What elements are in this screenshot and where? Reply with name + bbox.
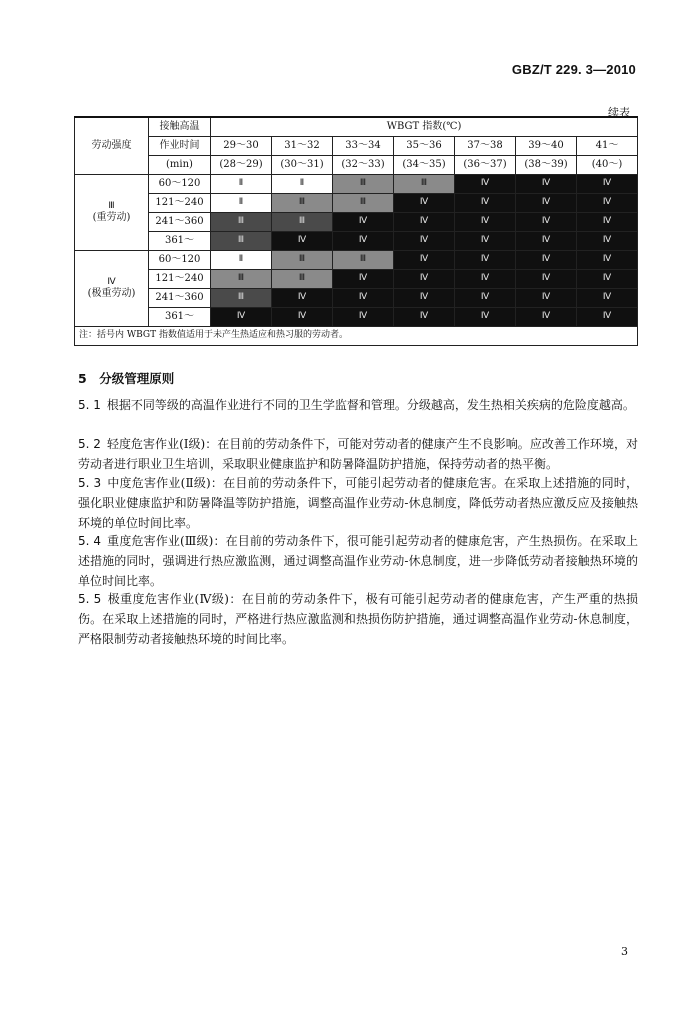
hazard-grade-cell: Ⅳ <box>455 175 516 194</box>
hazard-grade-cell: Ⅳ <box>577 270 638 289</box>
range-header: 37～38 <box>455 137 516 156</box>
hazard-grade-cell: Ⅲ <box>211 232 272 251</box>
hazard-grade-cell: Ⅲ <box>333 175 394 194</box>
hazard-grade-cell: Ⅳ <box>333 270 394 289</box>
hazard-grade-cell: Ⅲ <box>272 194 333 213</box>
hazard-grade-cell: Ⅳ <box>455 232 516 251</box>
range-alt-header: (30～31) <box>272 156 333 175</box>
hazard-grade-cell: Ⅳ <box>394 194 455 213</box>
hazard-grade-cell: Ⅲ <box>211 289 272 308</box>
hazard-grade-cell: Ⅲ <box>272 251 333 270</box>
hazard-grade-cell: Ⅳ <box>577 194 638 213</box>
range-alt-header: (28～29) <box>211 156 272 175</box>
table-row <box>75 308 638 327</box>
range-header: 39～40 <box>516 137 577 156</box>
hazard-grade-cell: Ⅳ <box>577 251 638 270</box>
hazard-grade-cell: Ⅱ <box>211 251 272 270</box>
paragraph-number: 5. 5 <box>78 592 102 606</box>
hazard-grade-cell: Ⅲ <box>272 213 333 232</box>
range-header: 29～30 <box>211 137 272 156</box>
hazard-grade-cell: Ⅲ <box>394 175 455 194</box>
hazard-grade-cell: Ⅱ <box>211 175 272 194</box>
hazard-grade-cell: Ⅲ <box>211 213 272 232</box>
hazard-grade-cell: Ⅳ <box>577 289 638 308</box>
hazard-grade-cell: Ⅳ <box>272 289 333 308</box>
range-header: 35～36 <box>394 137 455 156</box>
continued-label: 续表 <box>608 106 630 119</box>
table-row <box>75 175 638 194</box>
intensity-group-cell <box>75 175 149 251</box>
hazard-grade-cell: Ⅳ <box>394 232 455 251</box>
hazard-grade-cell: Ⅳ <box>394 251 455 270</box>
header-time-unit: (min) <box>149 156 211 175</box>
intensity-group-cell <box>75 251 149 327</box>
hazard-grade-cell: Ⅳ <box>333 289 394 308</box>
header-wbgt: WBGT 指数(℃) <box>211 117 638 137</box>
hazard-grade-cell: Ⅳ <box>516 270 577 289</box>
hazard-grade-cell: Ⅳ <box>394 289 455 308</box>
range-alt-header: (38～39) <box>516 156 577 175</box>
hazard-grade-cell: Ⅲ <box>333 251 394 270</box>
hazard-grade-cell: Ⅳ <box>394 308 455 327</box>
hazard-grade-cell: Ⅲ <box>272 270 333 289</box>
paragraph-text: 极重度危害作业(Ⅳ级)：在目前的劳动条件下，极有可能引起劳动者的健康危害，产生严重的热损伤。在采取上述措施的同时，严格进行热应激监测和热损伤防护措施，通过调整高温作业劳动-休息制度，严格限制劳动者接触热环境的时间比率。 <box>78 592 638 646</box>
paragraph-number: 5. 3 <box>78 476 102 490</box>
range-alt-header: (34～35) <box>394 156 455 175</box>
hazard-grade-cell: Ⅳ <box>455 270 516 289</box>
range-header: 41～ <box>577 137 638 156</box>
range-alt-header: (36～37) <box>455 156 516 175</box>
hazard-grade-cell: Ⅳ <box>272 232 333 251</box>
hazard-grade-cell: Ⅳ <box>211 308 272 327</box>
hazard-grade-cell: Ⅳ <box>394 270 455 289</box>
paragraph <box>78 434 638 474</box>
exposure-time-cell: 121～240 <box>149 270 211 289</box>
exposure-time-cell: 241～360 <box>149 213 211 232</box>
range-alt-header: (40～) <box>577 156 638 175</box>
paragraph <box>78 531 638 591</box>
paragraph <box>78 395 638 415</box>
hazard-grade-cell: Ⅱ <box>211 194 272 213</box>
range-alt-header: (32～33) <box>333 156 394 175</box>
hazard-grade-cell: Ⅱ <box>272 175 333 194</box>
header-time-line2: 作业时间 <box>149 137 211 156</box>
hazard-grade-cell: Ⅳ <box>577 308 638 327</box>
section-title: 5 分级管理原则 <box>78 371 175 386</box>
intensity-label: (极重劳动) <box>87 287 136 299</box>
paragraph-text: 重度危害作业(Ⅲ级)：在目前的劳动条件下，很可能引起劳动者的健康危害，产生热损伤。在采取上述措施的同时，强调进行热应激监测，通过调整高温作业劳动-休息制度，进一步降低劳动者接触热环境的单位时间比率。 <box>78 534 638 588</box>
table-row <box>75 289 638 308</box>
page-number: 3 <box>621 945 628 958</box>
hazard-grade-cell: Ⅳ <box>455 213 516 232</box>
paragraph <box>78 473 638 533</box>
hazard-grade-cell: Ⅲ <box>211 270 272 289</box>
hazard-grade-cell: Ⅳ <box>516 213 577 232</box>
paragraph <box>78 589 638 649</box>
hazard-grade-cell: Ⅳ <box>577 213 638 232</box>
hazard-grade-cell: Ⅳ <box>516 308 577 327</box>
exposure-time-cell: 60～120 <box>149 175 211 194</box>
range-header: 33～34 <box>333 137 394 156</box>
hazard-grade-cell: Ⅳ <box>516 175 577 194</box>
exposure-time-cell: 121～240 <box>149 194 211 213</box>
header-intensity: 劳动强度 <box>75 117 149 175</box>
paragraph-number: 5. 4 <box>78 534 102 548</box>
header-time-line1: 接触高温 <box>149 117 211 137</box>
hazard-grade-cell: Ⅳ <box>577 232 638 251</box>
table-row <box>75 251 638 270</box>
hazard-grade-cell: Ⅳ <box>516 289 577 308</box>
wbgt-classification-table <box>74 116 638 346</box>
table-row <box>75 213 638 232</box>
hazard-grade-cell: Ⅳ <box>516 251 577 270</box>
paragraph-text: 根据不同等级的高温作业进行不同的卫生学监督和管理。分级越高，发生热相关疾病的危险度越高。 <box>106 398 635 412</box>
hazard-grade-cell: Ⅳ <box>455 194 516 213</box>
hazard-grade-cell: Ⅳ <box>516 232 577 251</box>
hazard-grade-cell: Ⅳ <box>577 175 638 194</box>
paragraph-number: 5. 1 <box>78 398 101 412</box>
hazard-grade-cell: Ⅳ <box>455 308 516 327</box>
paragraph-text: 轻度危害作业(Ⅰ级)：在目前的劳动条件下，可能对劳动者的健康产生不良影响。应改善工作环境，对劳动者进行职业卫生培训，采取职业健康监护和防暑降温防护措施，保持劳动者的热平衡。 <box>78 437 638 471</box>
hazard-grade-cell: Ⅲ <box>333 194 394 213</box>
table-row <box>75 194 638 213</box>
intensity-grade: Ⅳ <box>107 276 116 287</box>
intensity-grade: Ⅲ <box>108 200 115 211</box>
table-row <box>75 270 638 289</box>
hazard-grade-cell: Ⅳ <box>333 308 394 327</box>
exposure-time-cell: 60～120 <box>149 251 211 270</box>
paragraph-text: 中度危害作业(Ⅱ级)：在目前的劳动条件下，可能引起劳动者的健康危害。在采取上述措施的同时，强化职业健康监护和防暑降温等防护措施，调整高温作业劳动-休息制度，降低劳动者热应激反应及接触热环境的单位时间比率。 <box>78 476 638 530</box>
table-note: 注：括号内 WBGT 指数值适用于未产生热适应和热习服的劳动者。 <box>75 327 638 346</box>
exposure-time-cell: 241～360 <box>149 289 211 308</box>
hazard-grade-cell: Ⅳ <box>516 194 577 213</box>
hazard-grade-cell: Ⅳ <box>455 251 516 270</box>
intensity-label: (重劳动) <box>92 211 131 223</box>
exposure-time-cell: 361～ <box>149 232 211 251</box>
hazard-grade-cell: Ⅳ <box>394 213 455 232</box>
hazard-grade-cell: Ⅳ <box>272 308 333 327</box>
range-header: 31～32 <box>272 137 333 156</box>
table-row <box>75 232 638 251</box>
paragraph-number: 5. 2 <box>78 437 101 451</box>
standard-code: GBZ/T 229. 3—2010 <box>511 62 636 77</box>
hazard-grade-cell: Ⅳ <box>333 213 394 232</box>
hazard-grade-cell: Ⅳ <box>455 289 516 308</box>
exposure-time-cell: 361～ <box>149 308 211 327</box>
hazard-grade-cell: Ⅳ <box>333 232 394 251</box>
